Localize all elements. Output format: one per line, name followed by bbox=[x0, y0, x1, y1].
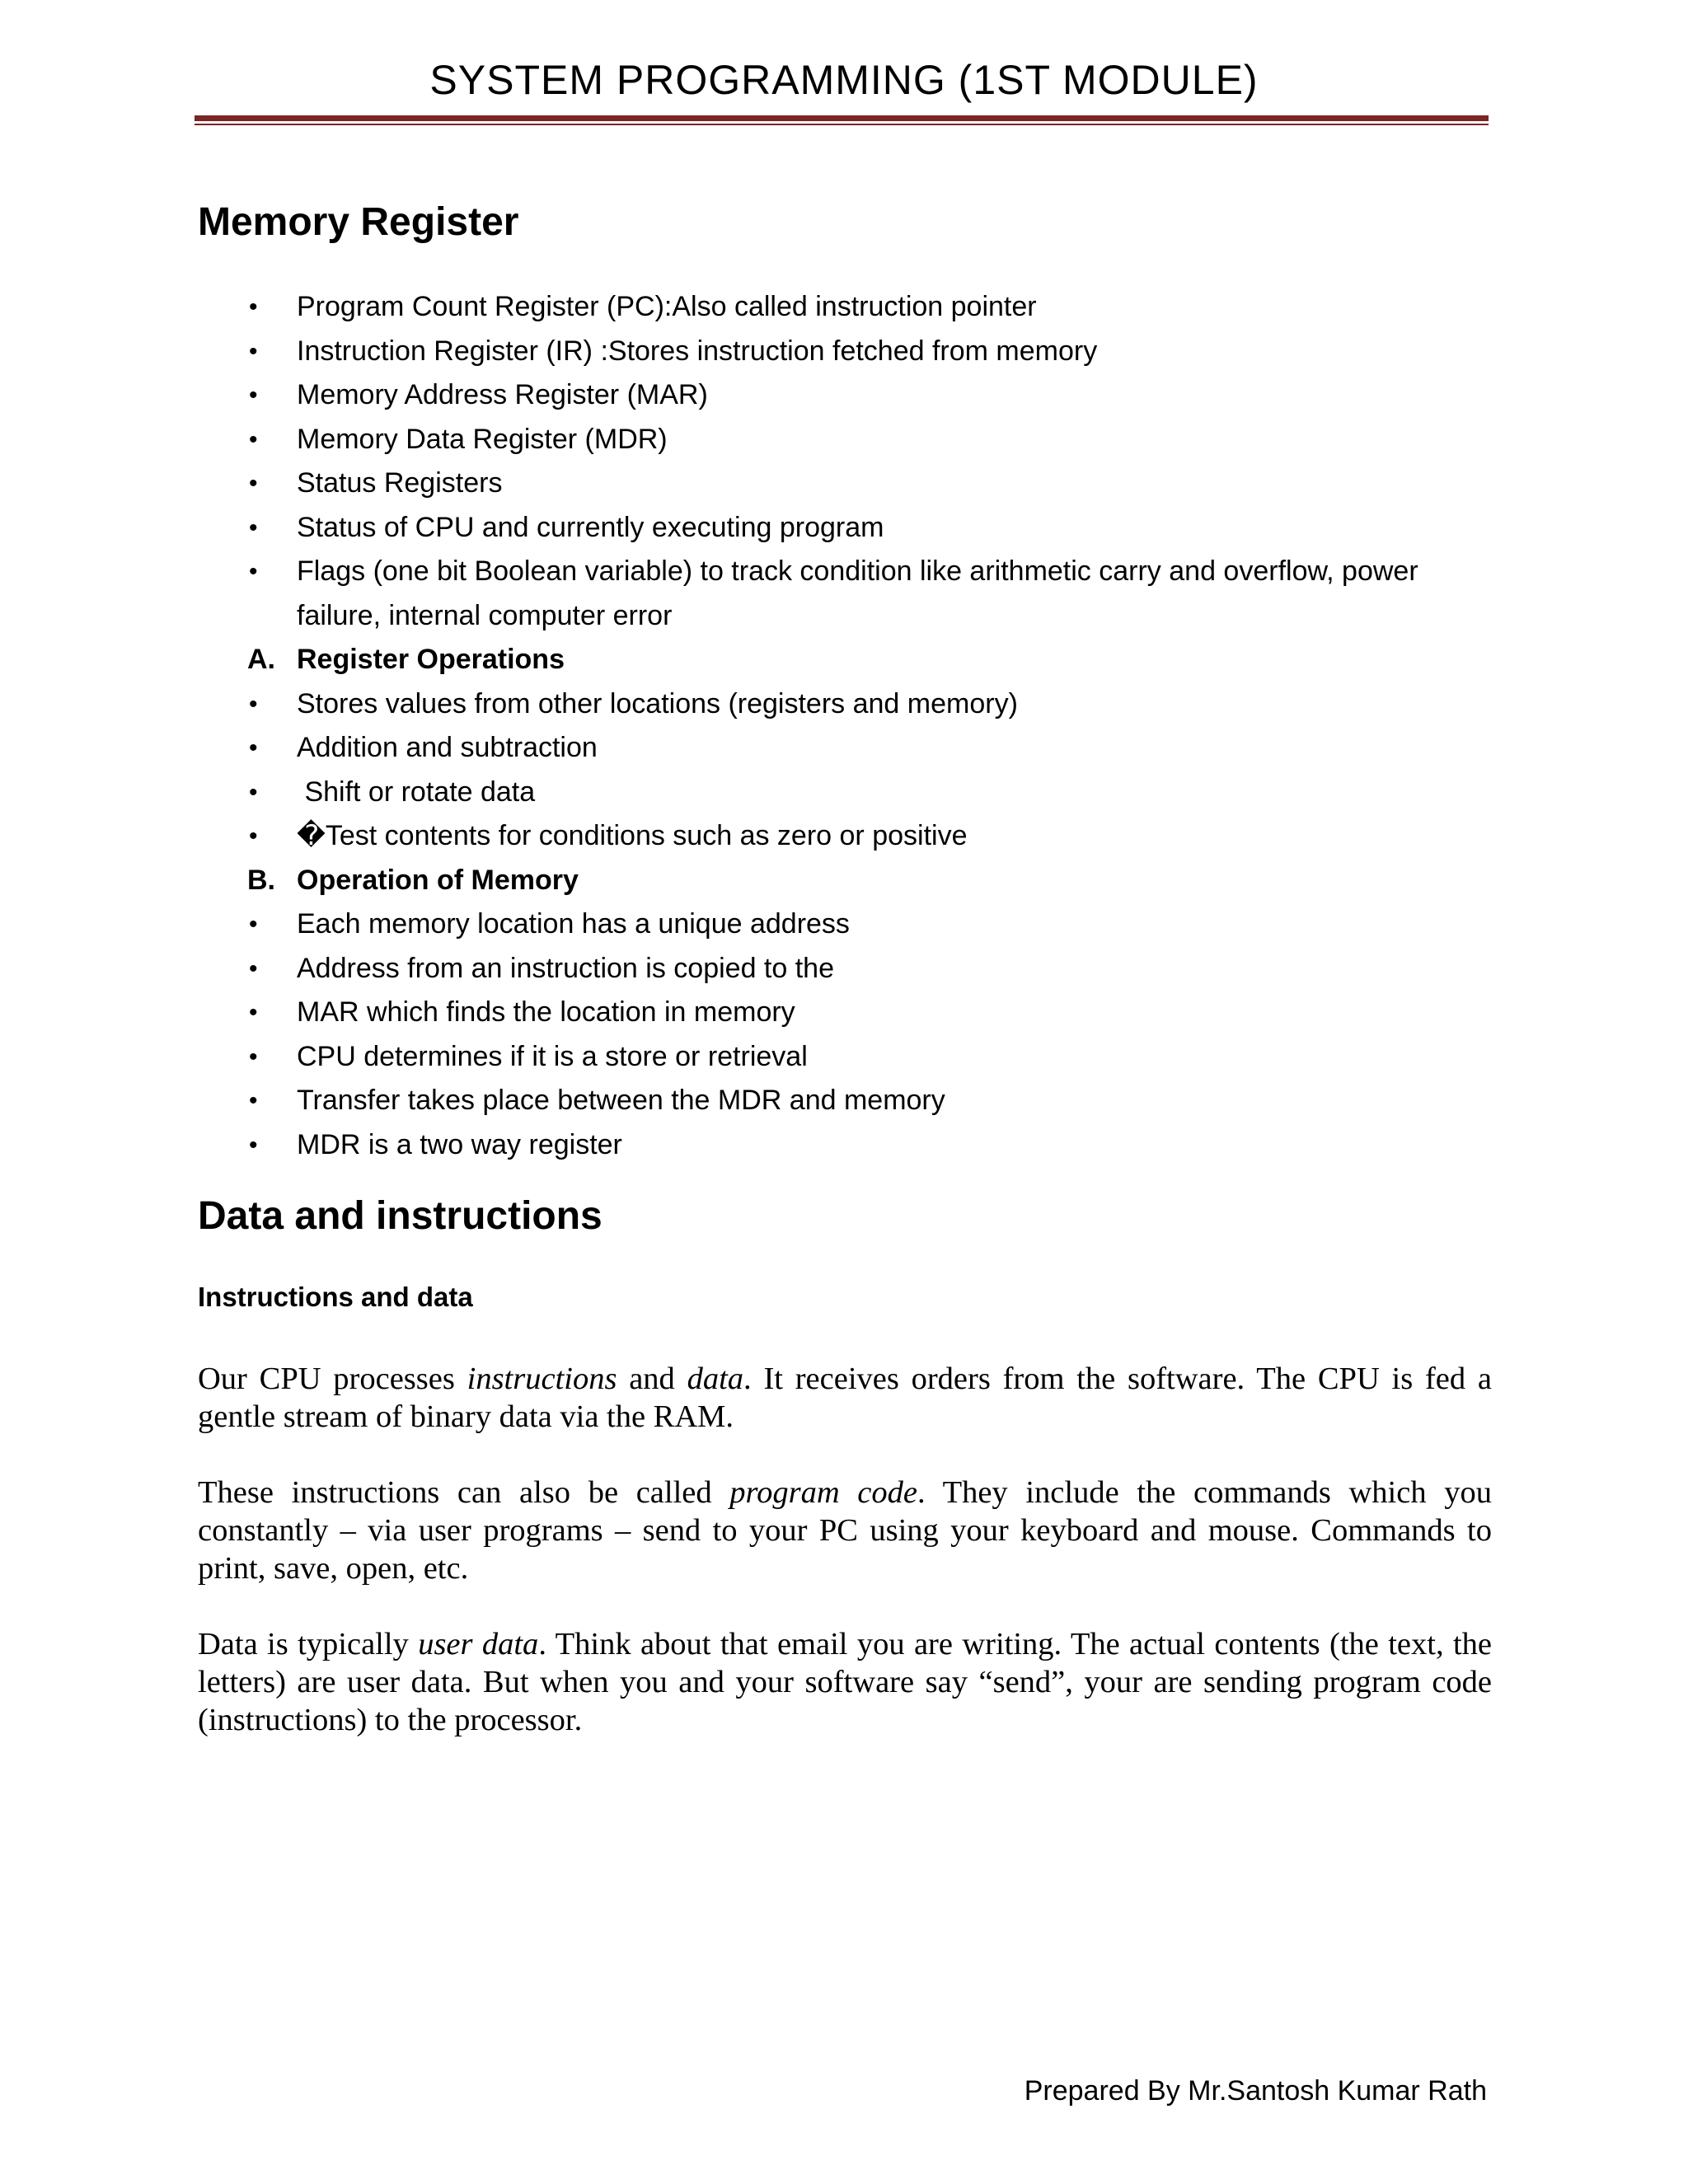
paragraph-text: . Think about that email you are writing. The actual contents (the text, the letters) are user data. But when you and your software say “send”, your are sending program code (instructions) to the processor. bbox=[198, 1627, 1492, 1737]
bullet-marker: • bbox=[249, 1043, 258, 1071]
list-item-text: MAR which finds the location in memory bbox=[297, 996, 795, 1028]
list-item bbox=[198, 682, 1492, 727]
list-item bbox=[198, 991, 1492, 1035]
list-item-text: Memory Data Register (MDR) bbox=[297, 423, 668, 455]
list-item-text: failure, internal computer error bbox=[297, 599, 673, 631]
list-item bbox=[198, 285, 1492, 330]
list-item-text: Status of CPU and currently executing program bbox=[297, 511, 884, 543]
bullet-marker: • bbox=[249, 382, 258, 409]
bullet-marker: • bbox=[249, 954, 258, 982]
bullet-marker: • bbox=[249, 1131, 258, 1159]
list-item-text: Shift or rotate data bbox=[297, 776, 536, 808]
paragraph-text: These instructions can also be called bbox=[198, 1475, 730, 1510]
list-item bbox=[198, 902, 1492, 947]
list-subheading-register-operations bbox=[198, 638, 1492, 682]
list-item-text: Status Registers bbox=[297, 467, 503, 499]
list-item-text: Each memory location has a unique address bbox=[297, 908, 850, 940]
bullet-marker: • bbox=[249, 690, 258, 718]
list-item-text: Operation of Memory bbox=[297, 864, 579, 896]
bullet-marker: • bbox=[249, 337, 258, 365]
bullet-marker: • bbox=[249, 778, 258, 806]
bullet-marker: • bbox=[249, 293, 258, 321]
bullet-marker: • bbox=[249, 425, 258, 453]
list-item-text: Flags (one bit Boolean variable) to track condition like arithmetic carry and overflow, power bbox=[297, 555, 1418, 587]
paragraph-text: Our CPU processes bbox=[198, 1361, 467, 1396]
paragraph-text: . They include the commands which you constantly – via user programs – send to your PC using your keyboard and mouse. Commands to print, save, open, etc. bbox=[198, 1475, 1492, 1586]
paragraph-italic-term: instructions bbox=[467, 1361, 617, 1396]
paragraph-user-data bbox=[198, 1625, 1492, 1739]
list-item-text: MDR is a two way register bbox=[297, 1128, 622, 1160]
header-rule bbox=[195, 115, 1489, 121]
list-item-text: Addition and subtraction bbox=[297, 732, 598, 763]
bullet-marker: • bbox=[249, 470, 258, 497]
list-item bbox=[198, 814, 1492, 859]
list-item bbox=[198, 462, 1492, 506]
list-item-text: Address from an instruction is copied to the bbox=[297, 952, 834, 984]
subheading-instructions-and-data: Instructions and data bbox=[198, 1282, 473, 1312]
bullet-marker: • bbox=[249, 513, 258, 541]
bullet-marker: • bbox=[249, 1087, 258, 1114]
list-item bbox=[198, 330, 1492, 374]
bullet-marker: • bbox=[249, 823, 258, 850]
bullet-marker: • bbox=[249, 734, 258, 762]
header-rule-thin bbox=[195, 124, 1489, 125]
paragraph-text: . It receives orders from the software. The CPU is fed a gentle stream of binary data via the RAM. bbox=[198, 1361, 1492, 1434]
list-item bbox=[198, 1123, 1492, 1168]
paragraph-italic-term: user data bbox=[418, 1627, 539, 1661]
letter-marker: B. bbox=[247, 864, 275, 896]
bullet-marker: • bbox=[249, 911, 258, 938]
list-item-text: �Test contents for conditions such as zero or positive bbox=[297, 820, 968, 851]
list-item-text: Program Count Register (PC):Also called instruction pointer bbox=[297, 291, 1037, 322]
page-footer-author: Prepared By Mr.Santosh Kumar Rath bbox=[1024, 2075, 1487, 2107]
bullet-marker: • bbox=[249, 558, 258, 585]
list-item bbox=[198, 550, 1492, 594]
paragraph-cpu-processes bbox=[198, 1360, 1492, 1436]
list-item-text: CPU determines if it is a store or retrieval bbox=[297, 1040, 808, 1072]
heading-memory-register: Memory Register bbox=[198, 200, 519, 244]
heading-data-and-instructions: Data and instructions bbox=[198, 1194, 603, 1238]
paragraph-text: and bbox=[617, 1361, 687, 1396]
list-item-continuation bbox=[198, 594, 1492, 639]
list-subheading-operation-of-memory bbox=[198, 859, 1492, 903]
list-item bbox=[198, 771, 1492, 815]
page-header-title: SYSTEM PROGRAMMING (1ST MODULE) bbox=[429, 57, 1259, 103]
bullet-marker: • bbox=[249, 999, 258, 1026]
paragraph-program-code bbox=[198, 1474, 1492, 1587]
list-item-text: Transfer takes place between the MDR and memory bbox=[297, 1085, 945, 1116]
list-item-text: Stores values from other locations (registers and memory) bbox=[297, 687, 1018, 719]
list-item bbox=[198, 1035, 1492, 1080]
paragraph-text: Data is typically bbox=[198, 1627, 419, 1661]
list-item bbox=[198, 418, 1492, 462]
paragraph-italic-term: data bbox=[687, 1361, 744, 1396]
letter-marker: A. bbox=[247, 644, 275, 675]
list-item-text: Instruction Register (IR) :Stores instruction fetched from memory bbox=[297, 335, 1098, 367]
list-item-text: Memory Address Register (MAR) bbox=[297, 379, 708, 410]
memory-register-list bbox=[198, 285, 1492, 1167]
paragraph-italic-term: program code bbox=[729, 1475, 917, 1510]
list-item bbox=[198, 373, 1492, 418]
list-item bbox=[198, 1079, 1492, 1123]
list-item bbox=[198, 506, 1492, 551]
list-item-text: Register Operations bbox=[297, 644, 565, 675]
list-item bbox=[198, 726, 1492, 771]
list-item bbox=[198, 947, 1492, 991]
